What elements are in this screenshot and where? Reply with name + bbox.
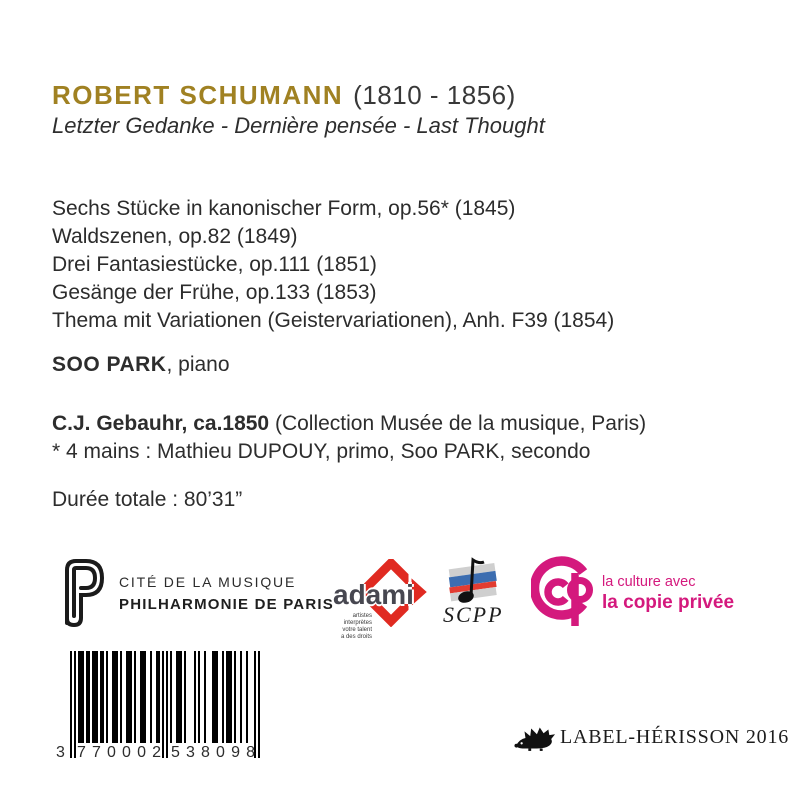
cite-de-la-musique-label: CITÉ DE LA MUSIQUE [119, 574, 297, 590]
composer-name: ROBERT SCHUMANN [52, 80, 344, 110]
work-item: Drei Fantasiestücke, op.111 (1851) [52, 253, 377, 276]
barcode-first-digit: 3 [56, 744, 65, 761]
adami-tagline: artistes interprètes votre talent a des droits [340, 613, 372, 640]
work-item: Sechs Stücke in kanonischer Form, op.56* (1845) [52, 197, 516, 220]
scpp-wordmark: SCPP [443, 602, 504, 627]
la-copie-privee-label: la copie privée [602, 592, 735, 613]
album-subtitle: Letzter Gedanke - Dernière pensée - Last Thought [52, 113, 545, 138]
four-hands-note: * 4 mains : Mathieu DUPOUY, primo, Soo PARK, secondo [52, 440, 591, 463]
instrument-collection: (Collection Musée de la musique, Paris) [269, 412, 647, 435]
barcode-digit: 7 [77, 744, 86, 761]
performer-name: SOO PARK [52, 353, 167, 376]
performer-line [52, 353, 230, 377]
adami-logo [332, 559, 428, 645]
philharmonie-logo-icon [56, 556, 106, 635]
copie-privee-text [602, 574, 734, 614]
total-duration: Durée totale : 80’31” [52, 488, 243, 511]
copie-privee-cp-icon [531, 556, 599, 632]
hedgehog-silhouette-icon [514, 726, 556, 752]
barcode-digit: 7 [92, 744, 101, 761]
performer-role: , piano [166, 353, 230, 376]
barcode-left-digits [77, 744, 161, 762]
instrument-name: C.J. Gebauhr, ca.1850 [52, 412, 270, 435]
barcode-digit: 9 [231, 744, 240, 761]
barcode-digit: 2 [152, 744, 161, 761]
page-title [52, 80, 516, 111]
barcode-bars [70, 651, 260, 758]
work-item: Waldszenen, op.82 (1849) [52, 225, 298, 248]
barcode-digit: 0 [122, 744, 131, 761]
barcode-digit: 0 [107, 744, 116, 761]
works-list [52, 195, 614, 335]
barcode-digit: 0 [137, 744, 146, 761]
hedgehog-icon [514, 726, 556, 757]
barcode-digit: 0 [216, 744, 225, 761]
scpp-logo [441, 554, 507, 646]
barcode-right-digits [171, 744, 255, 762]
philharmonie-de-paris-label: PHILHARMONIE DE PARIS [119, 596, 334, 613]
barcode-digit: 8 [246, 744, 255, 761]
barcode-digit: 8 [201, 744, 210, 761]
work-item: Thema mit Variationen (Geistervariationen), Anh. F39 (1854) [52, 309, 615, 332]
la-culture-avec-label: la culture avec [602, 574, 696, 590]
work-item: Gesänge der Frühe, op.133 (1853) [52, 281, 377, 304]
composer-dates: (1810 - 1856) [353, 80, 516, 110]
adami-wordmark: adami [333, 579, 414, 610]
barcode-digit: 5 [171, 744, 180, 761]
philharmonie-p-icon [56, 556, 106, 630]
ean13-barcode [56, 651, 266, 771]
philharmonie-logo-text [119, 574, 334, 613]
instrument-credit [52, 412, 646, 436]
label-herisson-credit: LABEL-HÉRISSON 2016 [560, 726, 790, 748]
barcode-digit: 3 [186, 744, 195, 761]
